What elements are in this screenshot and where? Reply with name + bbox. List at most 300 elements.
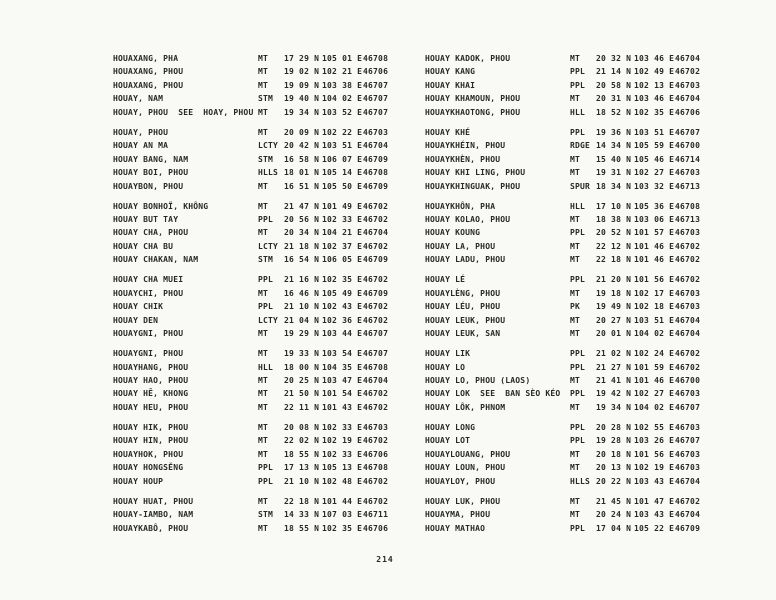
longitude: 107 03 E xyxy=(322,510,363,520)
latitude: 21 27 N xyxy=(596,362,632,372)
table-row xyxy=(113,79,413,92)
sheet-number: 46708 xyxy=(363,362,389,372)
gazetteer-left-column xyxy=(113,52,413,542)
designation-code: MT xyxy=(570,376,581,385)
table-row xyxy=(113,374,413,387)
table-row xyxy=(113,253,413,266)
latitude: 22 12 N xyxy=(596,241,632,251)
designation-code: MT xyxy=(258,422,269,432)
designation-code: MT xyxy=(258,402,269,412)
sheet-number: 46703 xyxy=(675,302,701,312)
table-row xyxy=(425,374,725,387)
latitude: 19 29 N xyxy=(284,329,320,339)
table-row xyxy=(425,461,725,474)
table-row xyxy=(113,153,413,166)
longitude: 104 02 E xyxy=(322,94,363,104)
designation-code: PPL xyxy=(570,228,586,238)
longitude: 101 44 E xyxy=(322,496,363,506)
sheet-number: 46703 xyxy=(675,228,701,238)
latitude: 20 18 N xyxy=(596,449,632,459)
sheet-number: 46709 xyxy=(363,255,389,265)
entry-group xyxy=(425,126,725,193)
designation-code: MT xyxy=(258,54,269,63)
designation-code: MT xyxy=(570,288,581,298)
longitude: 102 43 E xyxy=(322,302,363,312)
place-name: HOUAY, NAM xyxy=(113,94,164,104)
latitude: 18 01 N xyxy=(284,168,320,178)
sheet-number: 46702 xyxy=(363,201,389,211)
table-row xyxy=(425,434,725,447)
longitude: 105 14 E xyxy=(322,168,363,178)
designation-code: HLL xyxy=(570,107,586,117)
latitude: 20 42 N xyxy=(284,141,320,151)
table-row xyxy=(425,327,725,340)
table-row xyxy=(425,300,725,313)
designation-code: MT xyxy=(570,168,581,178)
longitude: 104 02 E xyxy=(634,329,675,339)
table-row xyxy=(425,253,725,266)
designation-code: RDGE xyxy=(570,141,591,151)
place-name: HOUAYHOK, PHOU xyxy=(113,449,184,459)
longitude: 105 13 E xyxy=(322,463,363,473)
sheet-number: 46707 xyxy=(363,94,389,104)
latitude: 20 34 N xyxy=(284,228,320,238)
place-name: HOUAYMA, PHOU xyxy=(425,510,491,520)
longitude: 105 22 E xyxy=(634,523,675,533)
latitude: 17 04 N xyxy=(596,523,632,533)
place-name: HOUAY CHAKAN, NAM xyxy=(113,255,199,265)
table-row xyxy=(425,508,725,521)
longitude: 105 01 E xyxy=(322,54,363,63)
latitude: 17 29 N xyxy=(284,54,320,63)
longitude: 103 32 E xyxy=(634,181,675,191)
latitude: 19 33 N xyxy=(284,349,320,359)
place-name: HOUAYLOY, PHOU xyxy=(425,476,496,486)
table-row xyxy=(113,200,413,213)
table-row xyxy=(113,126,413,139)
table-row xyxy=(425,79,725,92)
longitude: 102 27 E xyxy=(634,168,675,178)
designation-code: PPL xyxy=(258,275,274,285)
longitude: 106 05 E xyxy=(322,255,363,265)
table-row xyxy=(113,273,413,286)
sheet-number: 46702 xyxy=(363,215,389,224)
table-row xyxy=(425,126,725,139)
designation-code: MT xyxy=(570,496,581,506)
designation-code: PPL xyxy=(570,422,586,432)
sheet-number: 46702 xyxy=(675,241,701,251)
place-name: HOUAY LOT xyxy=(425,436,471,446)
latitude: 19 18 N xyxy=(596,288,632,298)
table-row xyxy=(113,347,413,360)
entry-group xyxy=(425,52,725,119)
designation-code: HLL xyxy=(570,201,586,211)
place-name: HOUAYKHÈN, PHOU xyxy=(425,154,501,164)
table-row xyxy=(113,300,413,313)
longitude: 103 06 E xyxy=(634,215,675,224)
longitude: 103 43 E xyxy=(634,510,675,520)
table-row xyxy=(425,387,725,400)
longitude: 105 46 E xyxy=(634,154,675,164)
table-row xyxy=(113,448,413,461)
place-name: HOUAY HOUP xyxy=(113,476,164,486)
sheet-number: 46713 xyxy=(675,181,701,191)
entry-group xyxy=(425,421,725,488)
latitude: 20 28 N xyxy=(596,422,632,432)
designation-code: PPL xyxy=(570,362,586,372)
sheet-number: 46707 xyxy=(363,107,389,117)
designation-code: PPL xyxy=(570,275,586,285)
longitude: 102 49 E xyxy=(634,67,675,77)
latitude: 18 00 N xyxy=(284,362,320,372)
latitude: 16 46 N xyxy=(284,288,320,298)
place-name: HOUAY CHA, PHOU xyxy=(113,228,189,238)
longitude: 103 54 E xyxy=(322,349,363,359)
longitude: 101 49 E xyxy=(322,201,363,211)
table-row xyxy=(425,361,725,374)
designation-code: MT xyxy=(258,127,269,137)
sheet-number: 46702 xyxy=(363,275,389,285)
longitude: 103 46 E xyxy=(634,94,675,104)
sheet-number: 46703 xyxy=(675,288,701,298)
place-name: HOUAY KHAI xyxy=(425,80,476,90)
longitude: 105 49 E xyxy=(322,288,363,298)
place-name: HOUAYLÈNG, PHOU xyxy=(425,288,501,298)
place-name: HOUAY-IAMBO, NAM xyxy=(113,510,194,520)
designation-code: PPL xyxy=(570,523,586,533)
table-row xyxy=(113,240,413,253)
place-name: HOUAYHANG, PHOU xyxy=(113,362,189,372)
place-name: HOUAYGNI, PHOU xyxy=(113,329,184,339)
longitude: 105 36 E xyxy=(634,201,675,211)
table-row xyxy=(425,273,725,286)
latitude: 22 18 N xyxy=(284,496,320,506)
designation-code: MT xyxy=(570,402,581,412)
place-name: HOUAY KHAMOUN, PHOU xyxy=(425,94,521,104)
table-row xyxy=(113,387,413,400)
longitude: 102 18 E xyxy=(634,302,675,312)
gazetteer-right-column xyxy=(425,52,725,542)
latitude: 14 33 N xyxy=(284,510,320,520)
sheet-number: 46704 xyxy=(675,329,701,339)
designation-code: HLLS xyxy=(570,476,591,486)
longitude: 102 33 E xyxy=(322,422,363,432)
latitude: 20 31 N xyxy=(596,94,632,104)
sheet-number: 46702 xyxy=(675,275,701,285)
place-name: HOUAY HONGSĚNG xyxy=(113,463,184,473)
designation-code: MT xyxy=(570,154,581,164)
designation-code: PPL xyxy=(258,215,274,224)
latitude: 21 14 N xyxy=(596,67,632,77)
designation-code: MT xyxy=(258,349,269,359)
entry-group xyxy=(425,495,725,535)
place-name: HOUAYGNI, PHOU xyxy=(113,349,184,359)
sheet-number: 46702 xyxy=(675,496,701,506)
designation-code: MT xyxy=(570,463,581,473)
designation-code: LCTY xyxy=(258,141,279,151)
sheet-number: 46711 xyxy=(363,510,389,520)
place-name: HOUAY LIK xyxy=(425,349,471,359)
sheet-number: 46707 xyxy=(675,436,701,446)
designation-code: MT xyxy=(570,241,581,251)
longitude: 102 35 E xyxy=(322,523,363,533)
longitude: 103 52 E xyxy=(322,107,363,117)
place-name: HOUAY HIK, PHOU xyxy=(113,422,189,432)
latitude: 20 56 N xyxy=(284,215,320,224)
latitude: 19 49 N xyxy=(596,302,632,312)
designation-code: MT xyxy=(570,329,581,339)
place-name: HOUAYKHINGUAK, PHOU xyxy=(425,181,521,191)
entry-group xyxy=(113,52,413,119)
latitude: 21 18 N xyxy=(284,241,320,251)
table-row xyxy=(425,287,725,300)
longitude: 103 43 E xyxy=(634,476,675,486)
latitude: 21 20 N xyxy=(596,275,632,285)
sheet-number: 46709 xyxy=(363,181,389,191)
table-row xyxy=(113,461,413,474)
place-name: HOUAY DEN xyxy=(113,315,159,325)
sheet-number: 46708 xyxy=(675,201,701,211)
place-name: HOUAXANG, PHOU xyxy=(113,80,184,90)
latitude: 20 09 N xyxy=(284,127,320,137)
sheet-number: 46709 xyxy=(675,523,701,533)
place-name: HOUAY LADU, PHOU xyxy=(425,255,506,265)
longitude: 102 37 E xyxy=(322,241,363,251)
place-name: HOUAY LOUN, PHOU xyxy=(425,463,506,473)
designation-code: PPL xyxy=(570,127,586,137)
latitude: 19 31 N xyxy=(596,168,632,178)
sheet-number: 46707 xyxy=(363,329,389,339)
sheet-number: 46703 xyxy=(675,168,701,178)
latitude: 19 34 N xyxy=(284,107,320,117)
sheet-number: 46704 xyxy=(363,376,389,385)
longitude: 104 21 E xyxy=(322,228,363,238)
place-name: HOUAY LEUK, SAN xyxy=(425,329,501,339)
designation-code: LCTY xyxy=(258,315,279,325)
sheet-number: 46704 xyxy=(675,94,701,104)
table-row xyxy=(113,475,413,488)
designation-code: MT xyxy=(570,449,581,459)
place-name: HOUAYBON, PHOU xyxy=(113,181,184,191)
designation-code: HLLS xyxy=(258,168,279,178)
place-name: HOUAY AN MA xyxy=(113,141,169,151)
designation-code: MT xyxy=(570,510,581,520)
latitude: 22 11 N xyxy=(284,402,320,412)
sheet-number: 46708 xyxy=(363,463,389,473)
designation-code: MT xyxy=(570,315,581,325)
place-name: HOUAY HAO, PHOU xyxy=(113,376,189,385)
table-row xyxy=(425,92,725,105)
entry-group xyxy=(425,200,725,267)
longitude: 103 38 E xyxy=(322,80,363,90)
longitude: 102 13 E xyxy=(634,80,675,90)
longitude: 105 50 E xyxy=(322,181,363,191)
designation-code: SPUR xyxy=(570,181,591,191)
sheet-number: 46702 xyxy=(675,67,701,77)
place-name: HOUAYKHÉIN, PHOU xyxy=(425,141,506,151)
designation-code: PPL xyxy=(570,349,586,359)
latitude: 18 55 N xyxy=(284,449,320,459)
longitude: 101 56 E xyxy=(634,275,675,285)
designation-code: MT xyxy=(570,94,581,104)
table-row xyxy=(113,361,413,374)
table-row xyxy=(113,52,413,65)
table-row xyxy=(113,314,413,327)
sheet-number: 46714 xyxy=(675,154,701,164)
designation-code: MT xyxy=(258,436,269,446)
designation-code: PPL xyxy=(570,67,586,77)
sheet-number: 46706 xyxy=(675,107,701,117)
latitude: 21 04 N xyxy=(284,315,320,325)
table-row xyxy=(113,421,413,434)
designation-code: MT xyxy=(258,523,269,533)
place-name: HOUAY MATHAO xyxy=(425,523,486,533)
designation-code: PPL xyxy=(258,302,274,312)
sheet-number: 46702 xyxy=(363,241,389,251)
table-row xyxy=(113,139,413,152)
sheet-number: 46702 xyxy=(363,389,389,399)
sheet-number: 46709 xyxy=(363,154,389,164)
table-row xyxy=(425,240,725,253)
designation-code: STM xyxy=(258,94,274,104)
place-name: HOUAYLOUANG, PHOU xyxy=(425,449,511,459)
table-row xyxy=(425,226,725,239)
place-name: HOUAY LONG xyxy=(425,422,476,432)
place-name: HOUAY LO xyxy=(425,362,466,372)
latitude: 20 24 N xyxy=(596,510,632,520)
designation-code: HLL xyxy=(258,362,274,372)
longitude: 102 19 E xyxy=(634,463,675,473)
table-row xyxy=(113,327,413,340)
latitude: 19 34 N xyxy=(596,402,632,412)
table-row xyxy=(113,522,413,535)
sheet-number: 46703 xyxy=(363,422,389,432)
table-row xyxy=(113,213,413,226)
longitude: 102 33 E xyxy=(322,215,363,224)
table-row xyxy=(425,200,725,213)
place-name: HOUAY HUAT, PHOU xyxy=(113,496,194,506)
longitude: 101 54 E xyxy=(322,389,363,399)
sheet-number: 46702 xyxy=(363,402,389,412)
sheet-number: 46704 xyxy=(363,141,389,151)
designation-code: MT xyxy=(258,496,269,506)
longitude: 102 48 E xyxy=(322,476,363,486)
place-name: HOUAY LÉU, PHOU xyxy=(425,302,501,312)
table-row xyxy=(113,166,413,179)
sheet-number: 46703 xyxy=(675,449,701,459)
latitude: 22 18 N xyxy=(596,255,632,265)
place-name: HOUAXANG, PHOU xyxy=(113,67,184,77)
latitude: 20 25 N xyxy=(284,376,320,385)
latitude: 21 41 N xyxy=(596,376,632,385)
latitude: 21 10 N xyxy=(284,302,320,312)
sheet-number: 46704 xyxy=(675,54,701,63)
place-name: HOUAY CHA BU xyxy=(113,241,174,251)
sheet-number: 46702 xyxy=(363,436,389,446)
table-row xyxy=(113,401,413,414)
table-row xyxy=(425,52,725,65)
table-row xyxy=(113,495,413,508)
sheet-number: 46707 xyxy=(675,402,701,412)
longitude: 101 43 E xyxy=(322,402,363,412)
place-name: HOUAY LÔK, PHNOM xyxy=(425,402,506,412)
latitude: 19 28 N xyxy=(596,436,632,446)
latitude: 18 55 N xyxy=(284,523,320,533)
designation-code: MT xyxy=(570,255,581,265)
designation-code: PK xyxy=(570,302,581,312)
latitude: 21 50 N xyxy=(284,389,320,399)
place-name: HOUAY HEU, PHOU xyxy=(113,402,189,412)
sheet-number: 46706 xyxy=(363,523,389,533)
entry-group xyxy=(425,347,725,414)
designation-code: STM xyxy=(258,255,274,265)
latitude: 21 10 N xyxy=(284,476,320,486)
sheet-number: 46700 xyxy=(675,376,701,385)
place-name: HOUAY BANG, NAM xyxy=(113,154,189,164)
designation-code: MT xyxy=(258,329,269,339)
table-row xyxy=(113,106,413,119)
page-number: 214 xyxy=(376,555,394,564)
place-name: HOUAY LÉ xyxy=(425,275,466,285)
sheet-number: 46704 xyxy=(675,315,701,325)
sheet-number: 46703 xyxy=(675,463,701,473)
sheet-number: 46702 xyxy=(675,255,701,265)
table-row xyxy=(425,153,725,166)
entry-group xyxy=(113,495,413,535)
longitude: 101 56 E xyxy=(634,449,675,459)
latitude: 19 42 N xyxy=(596,389,632,399)
longitude: 103 51 E xyxy=(322,141,363,151)
sheet-number: 46707 xyxy=(363,80,389,90)
sheet-number: 46702 xyxy=(363,476,389,486)
sheet-number: 46704 xyxy=(675,476,701,486)
sheet-number: 46703 xyxy=(675,389,701,399)
place-name: HOUAYKABÔ, PHOU xyxy=(113,523,189,533)
table-row xyxy=(113,65,413,78)
latitude: 20 22 N xyxy=(596,476,632,486)
longitude: 102 19 E xyxy=(322,436,363,446)
place-name: HOUAY HIN, PHOU xyxy=(113,436,189,446)
sheet-number: 46702 xyxy=(363,302,389,312)
sheet-number: 46703 xyxy=(675,80,701,90)
designation-code: LCTY xyxy=(258,241,279,251)
table-row xyxy=(425,475,725,488)
longitude: 101 47 E xyxy=(634,496,675,506)
place-name: HOUAY, PHOU SEE HOAY, PHOU xyxy=(113,107,254,117)
place-name: HOUAY KHÉ xyxy=(425,127,471,137)
place-name: HOUAY BOI, PHOU xyxy=(113,168,189,178)
sheet-number: 46700 xyxy=(675,141,701,151)
designation-code: MT xyxy=(570,215,581,224)
designation-code: MT xyxy=(258,288,269,298)
place-name: HOUAXANG, PHA xyxy=(113,54,179,63)
sheet-number: 46704 xyxy=(675,510,701,520)
latitude: 20 01 N xyxy=(596,329,632,339)
table-row xyxy=(425,166,725,179)
place-name: HOUAY BONHOÏ, KHÔNG xyxy=(113,201,209,211)
designation-code: PPL xyxy=(570,436,586,446)
designation-code: MT xyxy=(258,67,269,77)
place-name: HOUAY KADOK, PHOU xyxy=(425,54,511,63)
table-row xyxy=(425,401,725,414)
sheet-number: 46703 xyxy=(675,422,701,432)
latitude: 22 02 N xyxy=(284,436,320,446)
longitude: 101 59 E xyxy=(634,362,675,372)
latitude: 18 38 N xyxy=(596,215,632,224)
latitude: 15 40 N xyxy=(596,154,632,164)
table-row xyxy=(425,448,725,461)
place-name: HOUAY CHA MUEI xyxy=(113,275,184,285)
